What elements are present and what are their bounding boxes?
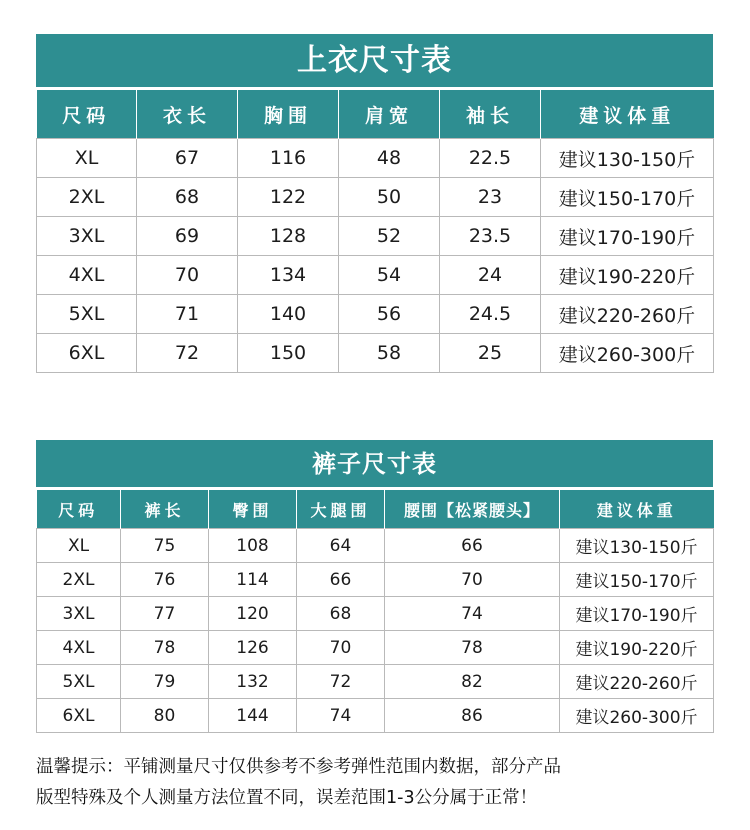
waist-cell: 78	[385, 631, 560, 665]
weight-cell: 建议150-170斤	[560, 563, 714, 597]
table-row	[37, 139, 714, 178]
waist-cell: 70	[385, 563, 560, 597]
size-cell: 4XL	[37, 256, 137, 295]
pants-header-length: 裤长	[121, 490, 209, 529]
weight-cell: 建议260-300斤	[541, 334, 714, 373]
length-cell: 70	[137, 256, 238, 295]
shoulder-cell: 48	[339, 139, 440, 178]
sleeve-cell: 24.5	[440, 295, 541, 334]
thigh-cell: 74	[297, 699, 385, 733]
chest-cell: 128	[238, 217, 339, 256]
pants-table-title: 裤子尺寸表	[36, 440, 713, 490]
chest-cell: 116	[238, 139, 339, 178]
pants-size-chart	[36, 440, 713, 733]
length-cell: 80	[121, 699, 209, 733]
waist-cell: 86	[385, 699, 560, 733]
table-row	[37, 295, 714, 334]
table-row	[37, 256, 714, 295]
sleeve-cell: 23.5	[440, 217, 541, 256]
shoulder-cell: 54	[339, 256, 440, 295]
hip-cell: 132	[209, 665, 297, 699]
chest-cell: 150	[238, 334, 339, 373]
size-cell: 2XL	[37, 563, 121, 597]
waist-cell: 66	[385, 529, 560, 563]
length-cell: 75	[121, 529, 209, 563]
note-line-2: 版型特殊及个人测量方法位置不同，误差范围1-3公分属于正常！	[36, 788, 538, 808]
weight-cell: 建议220-260斤	[541, 295, 714, 334]
tops-header-row	[37, 90, 714, 139]
hip-cell: 114	[209, 563, 297, 597]
pants-header-waist: 腰围【松紧腰头】	[385, 490, 560, 529]
length-cell: 72	[137, 334, 238, 373]
tops-size-chart	[36, 34, 713, 373]
size-cell: XL	[37, 139, 137, 178]
pants-header-size: 尺码	[37, 490, 121, 529]
size-cell: 3XL	[37, 217, 137, 256]
table-row	[37, 597, 714, 631]
thigh-cell: 68	[297, 597, 385, 631]
size-cell: 5XL	[37, 295, 137, 334]
measurement-note	[36, 752, 726, 814]
size-cell: 6XL	[37, 699, 121, 733]
length-cell: 71	[137, 295, 238, 334]
thigh-cell: 66	[297, 563, 385, 597]
pants-header-thigh: 大腿围	[297, 490, 385, 529]
hip-cell: 144	[209, 699, 297, 733]
hip-cell: 120	[209, 597, 297, 631]
length-cell: 67	[137, 139, 238, 178]
length-cell: 79	[121, 665, 209, 699]
table-row	[37, 563, 714, 597]
size-cell: 3XL	[37, 597, 121, 631]
weight-cell: 建议170-190斤	[541, 217, 714, 256]
hip-cell: 108	[209, 529, 297, 563]
tops-header-sleeve: 袖长	[440, 90, 541, 139]
length-cell: 77	[121, 597, 209, 631]
waist-cell: 82	[385, 665, 560, 699]
sleeve-cell: 23	[440, 178, 541, 217]
table-row	[37, 334, 714, 373]
weight-cell: 建议130-150斤	[560, 529, 714, 563]
weight-cell: 建议220-260斤	[560, 665, 714, 699]
length-cell: 68	[137, 178, 238, 217]
sleeve-cell: 24	[440, 256, 541, 295]
table-row	[37, 665, 714, 699]
size-cell: XL	[37, 529, 121, 563]
tops-header-chest: 胸围	[238, 90, 339, 139]
pants-header-row	[37, 490, 714, 529]
pants-header-weight: 建议体重	[560, 490, 714, 529]
length-cell: 78	[121, 631, 209, 665]
table-row	[37, 529, 714, 563]
sleeve-cell: 25	[440, 334, 541, 373]
pants-header-hip: 臀围	[209, 490, 297, 529]
tops-header-shoulder: 肩宽	[339, 90, 440, 139]
waist-cell: 74	[385, 597, 560, 631]
tops-header-length: 衣长	[137, 90, 238, 139]
table-row	[37, 178, 714, 217]
weight-cell: 建议190-220斤	[541, 256, 714, 295]
thigh-cell: 70	[297, 631, 385, 665]
size-cell: 6XL	[37, 334, 137, 373]
thigh-cell: 72	[297, 665, 385, 699]
chest-cell: 122	[238, 178, 339, 217]
table-row	[37, 217, 714, 256]
size-cell: 4XL	[37, 631, 121, 665]
weight-cell: 建议190-220斤	[560, 631, 714, 665]
note-line-1: 温馨提示：平铺测量尺寸仅供参考不参考弹性范围内数据，部分产品	[36, 757, 561, 777]
pants-size-table	[36, 490, 714, 733]
table-row	[37, 699, 714, 733]
tops-header-weight: 建议体重	[541, 90, 714, 139]
thigh-cell: 64	[297, 529, 385, 563]
length-cell: 76	[121, 563, 209, 597]
chest-cell: 134	[238, 256, 339, 295]
hip-cell: 126	[209, 631, 297, 665]
size-cell: 2XL	[37, 178, 137, 217]
sleeve-cell: 22.5	[440, 139, 541, 178]
weight-cell: 建议260-300斤	[560, 699, 714, 733]
shoulder-cell: 58	[339, 334, 440, 373]
weight-cell: 建议130-150斤	[541, 139, 714, 178]
tops-size-table	[36, 90, 714, 373]
shoulder-cell: 50	[339, 178, 440, 217]
shoulder-cell: 56	[339, 295, 440, 334]
weight-cell: 建议150-170斤	[541, 178, 714, 217]
tops-table-title: 上衣尺寸表	[36, 34, 713, 90]
table-row	[37, 631, 714, 665]
tops-header-size: 尺码	[37, 90, 137, 139]
chest-cell: 140	[238, 295, 339, 334]
length-cell: 69	[137, 217, 238, 256]
size-cell: 5XL	[37, 665, 121, 699]
weight-cell: 建议170-190斤	[560, 597, 714, 631]
shoulder-cell: 52	[339, 217, 440, 256]
